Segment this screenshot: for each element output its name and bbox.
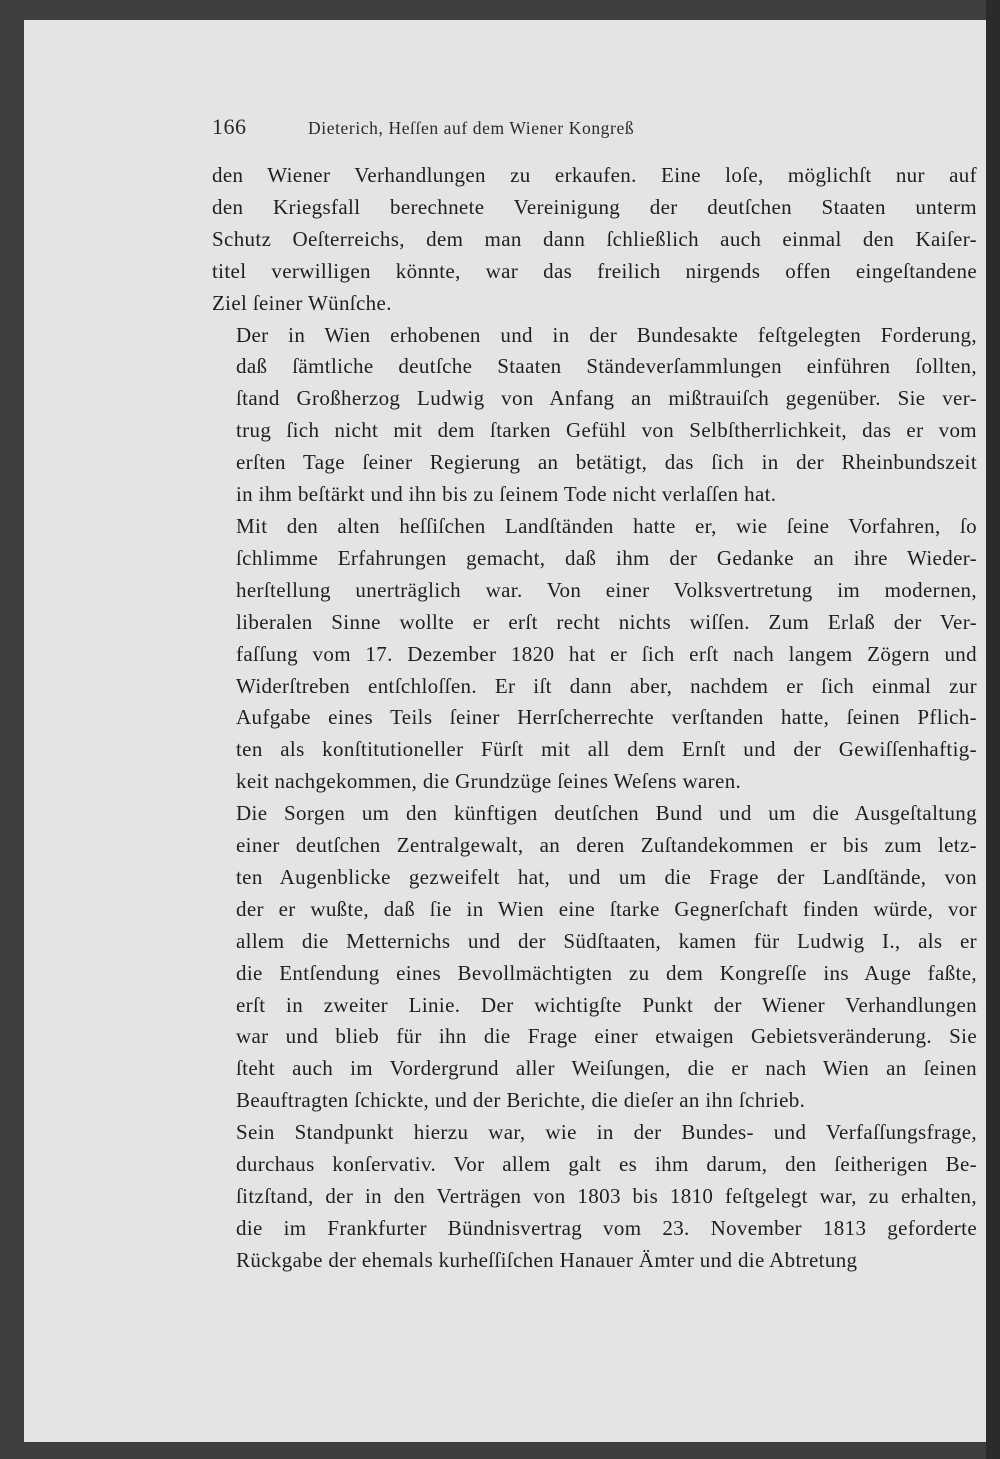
paragraph: [212, 160, 977, 320]
text-line: Die Sorgen um den künftigen deutſchen Bund und um die Ausgeſtaltung: [236, 801, 977, 826]
text-line: trug ſich nicht mit dem ſtarken Gefühl von Selbſtherrlichkeit, das er vom: [236, 418, 977, 443]
text-line: faſſung vom 17. Dezember 1820 hat er ſich erſt nach langem Zögern und: [236, 641, 977, 666]
scan-edge-strip: [986, 0, 1000, 1459]
text-line: ſitzſtand, der in den Verträgen von 1803 bis 1810 feſtgelegt war, zu erhalten,: [236, 1184, 977, 1208]
running-head: Dieterich, Heſſen auf dem Wiener Kongreß: [308, 118, 635, 138]
text-line: Mit den alten heſſiſchen Landſtänden hatte er, wie ſeine Vorfahren, ſo: [236, 513, 977, 538]
text-line: Ziel ſeiner Wünſche.: [212, 290, 392, 315]
paragraph: [212, 1117, 977, 1277]
text-line: allem die Metternichs und der Südſtaaten, kamen für Ludwig I., als er: [236, 928, 977, 953]
text-line: Sein Standpunkt hierzu war, wie in der Bundes- und Verfaſſungsfrage,: [236, 1120, 977, 1145]
text-line: Aufgabe eines Teils ſeiner Herrſcherrechte verſtanden hatte, ſeinen Pflich-: [236, 705, 977, 730]
text-line: der er wußte, daß ſie in Wien eine ſtarke Gegnerſchaft finden würde, vor: [236, 896, 977, 921]
text-line: liberalen Sinne wollte er erſt recht nichts wiſſen. Zum Erlaß der Ver-: [236, 609, 977, 634]
text-line: Der in Wien erhobenen und in der Bundesakte feſtgelegten Forderung,: [236, 322, 977, 347]
text-line: titel verwilligen könnte, war das freilich nirgends offen eingeſtandene: [212, 258, 977, 283]
text-line: Beauftragten ſchickte, und der Berichte, die dieſer an ihn ſchrieb.: [236, 1088, 806, 1113]
page-header: [212, 114, 992, 148]
text-line: war und blieb für ihn die Frage einer etwaigen Gebietsveränderung. Sie: [236, 1024, 977, 1049]
text-line: herſtellung unerträglich war. Von einer Volksvertretung im modernen,: [236, 577, 977, 602]
paragraph: [212, 798, 977, 1117]
text-line: Widerſtreben entſchloſſen. Er iſt dann aber, nachdem er ſich einmal zur: [236, 673, 977, 698]
paragraph: [212, 511, 977, 798]
text-line: einer deutſchen Zentralgewalt, an deren Zuſtandekommen er bis zum letz-: [236, 833, 977, 858]
text-line: erſt in zweiter Linie. Der wichtigſte Punkt der Wiener Verhandlungen: [236, 992, 977, 1017]
text-line: erſten Tage ſeiner Regierung an betätigt, das ſich in der Rheinbundszeit: [236, 450, 977, 475]
text-line: in ihm beſtärkt und ihn bis zu ſeinem Tode nicht verlaſſen hat.: [236, 482, 777, 507]
text-line: Schutz Oeſterreichs, dem man dann ſchließlich auch einmal den Kaiſer-: [212, 226, 977, 251]
paragraph: [212, 320, 977, 511]
text-line: ſchlimme Erfahrungen gemacht, daß ihm der Gedanke an ihre Wieder-: [236, 545, 977, 570]
text-line: Rückgabe der ehemals kurheſſiſchen Hanauer Ämter und die Abtretung: [236, 1247, 858, 1272]
text-line: durchaus konſervativ. Vor allem galt es ihm darum, den ſeitherigen Be-: [236, 1152, 977, 1177]
text-line: ten als konſtitutioneller Fürſt mit all dem Ernſt und der Gewiſſenhaftig-: [236, 737, 977, 762]
text-line: die Entſendung eines Bevollmächtigten zu dem Kongreſſe ins Auge faßte,: [236, 960, 977, 985]
body-text: [212, 160, 977, 1277]
text-line: den Kriegsfall berechnete Vereinigung der deutſchen Staaten unterm: [212, 194, 977, 219]
text-line: keit nachgekommen, die Grundzüge ſeines Weſens waren.: [236, 769, 742, 794]
page-number: 166: [212, 114, 247, 139]
text-line: ſteht auch im Vordergrund aller Weiſungen, die er nach Wien an ſeinen: [236, 1056, 977, 1081]
text-line: ſtand Großherzog Ludwig von Anfang an mißtrauiſch gegenüber. Sie ver-: [236, 386, 977, 411]
text-line: den Wiener Verhandlungen zu erkaufen. Eine loſe, möglichſt nur auf: [212, 163, 977, 187]
text-line: daß ſämtliche deutſche Staaten Ständeverſammlungen einführen ſollten,: [236, 354, 977, 379]
text-line: ten Augenblicke gezweifelt hat, und um die Frage der Landſtände, von: [236, 864, 977, 889]
text-line: die im Frankfurter Bündnisvertrag vom 23. November 1813 geforderte: [236, 1215, 977, 1240]
